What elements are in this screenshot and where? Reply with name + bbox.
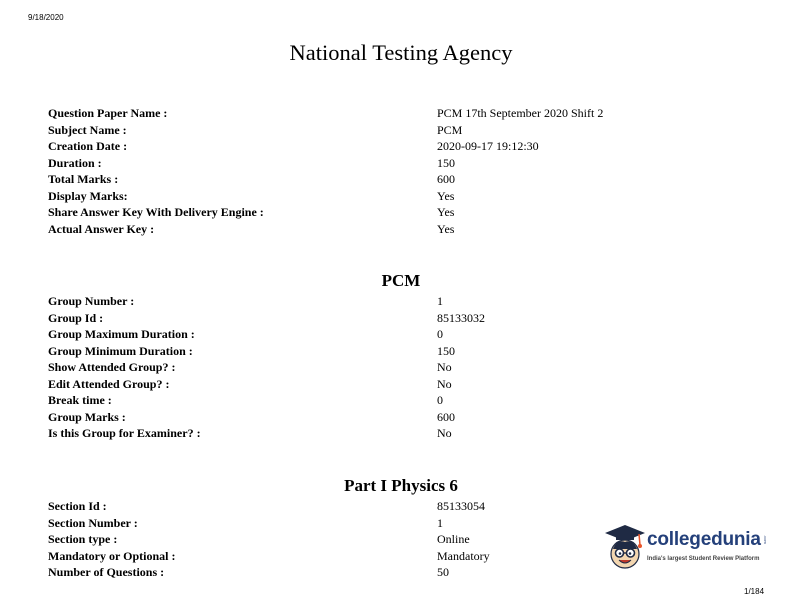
- field-value: PCM 17th September 2020 Shift 2: [437, 106, 604, 120]
- field-label: Creation Date :: [48, 139, 128, 153]
- page-title: National Testing Agency: [289, 40, 513, 65]
- part-section-title: Part I Physics 6: [344, 476, 458, 495]
- field-label: Duration :: [48, 155, 102, 170]
- field-value: No: [437, 376, 452, 391]
- field-value: 600: [437, 172, 455, 186]
- field-value: 2020-09-17 19:12:30: [437, 139, 539, 153]
- field-value: 150: [437, 343, 455, 358]
- field-label: Share Answer Key With Delivery Engine :: [48, 205, 264, 219]
- field-label: Mandatory or Optional :: [48, 548, 176, 563]
- field-label: Section Number :: [48, 515, 138, 530]
- field-label: Is this Group for Examiner? :: [48, 426, 201, 440]
- paper-info-row: [0, 188, 792, 205]
- field-label: Subject Name :: [48, 122, 127, 137]
- field-value: Yes: [437, 205, 455, 219]
- field-label: Section type :: [48, 532, 118, 546]
- watermark-brand-name: collegedunia: [647, 529, 761, 550]
- field-value: 0: [437, 393, 443, 407]
- field-label: Group Number :: [48, 294, 135, 308]
- paper-info-row: [0, 171, 792, 188]
- paper-info-row: [0, 204, 792, 221]
- field-value: No: [437, 360, 452, 374]
- paper-info-row: [0, 105, 792, 122]
- field-value: 50: [437, 565, 449, 579]
- field-label: Display Marks:: [48, 188, 128, 203]
- group-info-row: [0, 293, 792, 310]
- collegedunia-watermark: [603, 521, 773, 577]
- field-label: Group Marks :: [48, 409, 126, 424]
- section-info-row: [0, 498, 792, 515]
- paper-info-row: [0, 221, 792, 238]
- group-info-row: [0, 409, 792, 426]
- group-info-row: [0, 376, 792, 393]
- field-value: 1: [437, 515, 443, 530]
- group-info-table: [0, 293, 792, 442]
- field-label: Total Marks :: [48, 172, 119, 186]
- field-label: Show Attended Group? :: [48, 360, 176, 374]
- watermark-tagline: India's largest Student Review Platform: [647, 556, 760, 562]
- print-date: 9/18/2020: [28, 13, 64, 22]
- field-value: No: [437, 426, 452, 440]
- field-value: Yes: [437, 188, 455, 203]
- paper-info-row: [0, 155, 792, 172]
- field-value: Online: [437, 532, 470, 546]
- page-number: 1/184: [744, 587, 765, 596]
- field-value: Mandatory: [437, 548, 490, 563]
- paper-info-row: [0, 122, 792, 139]
- field-value: 1: [437, 294, 443, 308]
- field-value: Yes: [437, 221, 455, 236]
- group-info-row: [0, 310, 792, 327]
- group-info-row: [0, 359, 792, 376]
- field-label: Edit Attended Group? :: [48, 376, 170, 391]
- field-label: Question Paper Name :: [48, 106, 168, 120]
- field-label: Section Id :: [48, 499, 107, 513]
- mascot-icon: [603, 521, 647, 577]
- field-label: Actual Answer Key :: [48, 221, 155, 236]
- field-label: Break time :: [48, 393, 112, 407]
- field-value: 0: [437, 327, 443, 341]
- watermark-domain-suffix: .com: [762, 535, 768, 544]
- group-section-title: PCM: [381, 271, 421, 290]
- field-label: Group Id :: [48, 310, 104, 325]
- group-info-row: [0, 392, 792, 409]
- paper-info-table: [0, 105, 792, 237]
- group-info-row: [0, 343, 792, 360]
- group-info-row: [0, 425, 792, 442]
- paper-info-row: [0, 138, 792, 155]
- field-value: PCM: [437, 122, 463, 137]
- field-value: 150: [437, 155, 455, 170]
- field-value: 85133054: [437, 499, 485, 513]
- group-info-row: [0, 326, 792, 343]
- field-label: Number of Questions :: [48, 565, 165, 579]
- field-value: 600: [437, 409, 455, 424]
- field-value: 85133032: [437, 310, 485, 325]
- field-label: Group Maximum Duration :: [48, 327, 195, 341]
- field-label: Group Minimum Duration :: [48, 343, 193, 358]
